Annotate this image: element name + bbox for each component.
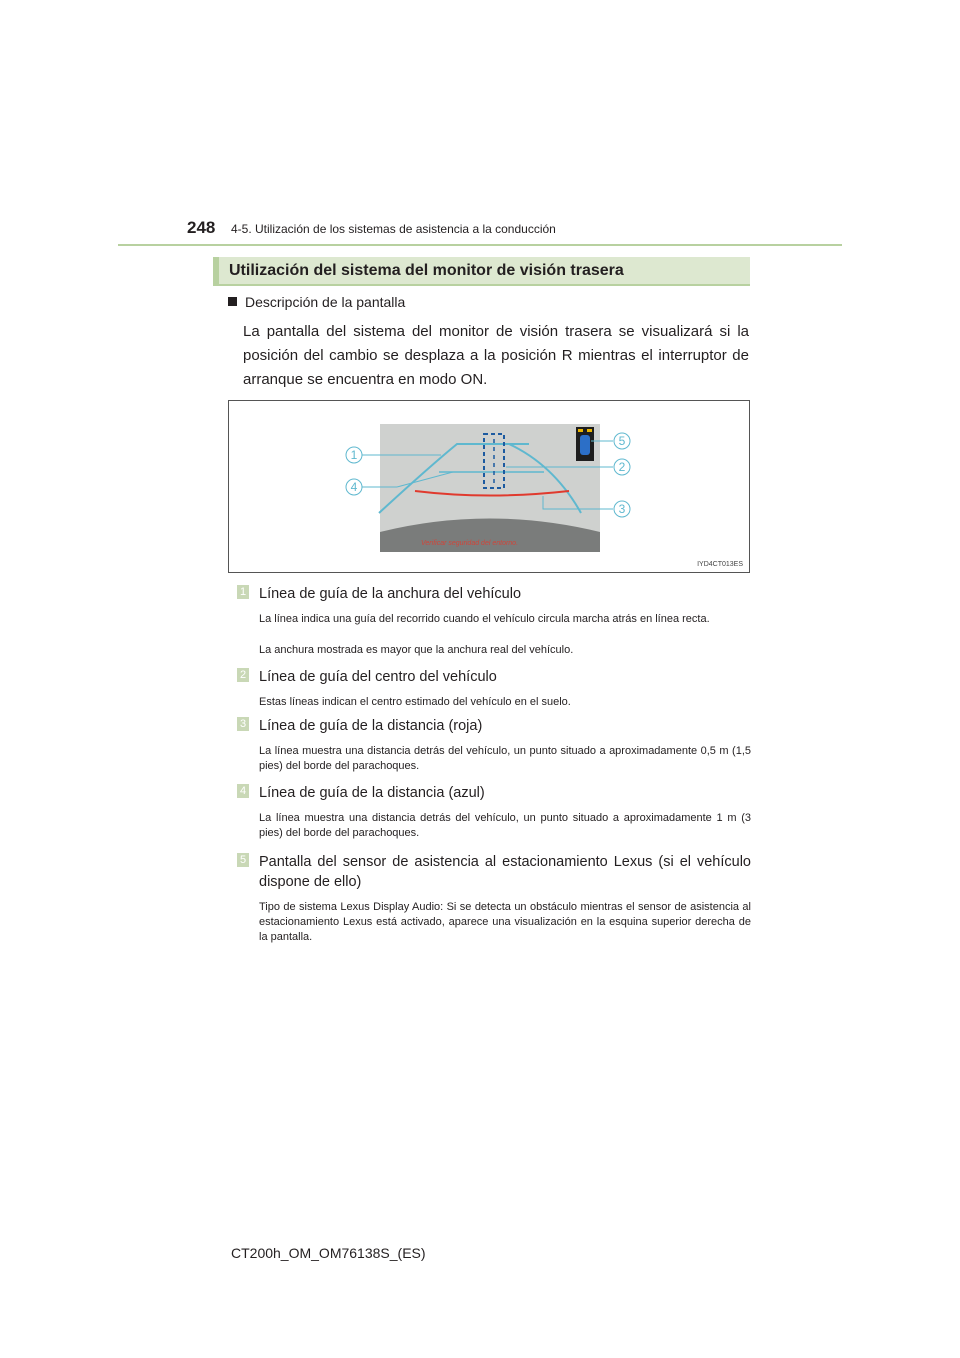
callout-label-1: 1 xyxy=(350,448,358,462)
chapter-header: 4-5. Utilización de los sistemas de asistencia a la conducción xyxy=(231,222,556,236)
car-icon xyxy=(580,435,590,455)
figure-code: IYD4CT013ES xyxy=(697,561,743,568)
item-description: Tipo de sistema Lexus Display Audio: Si se detecta un obstáculo mientras el sensor de asistencia al estacionamiento Lexus está activado, aparece una visualización en la esquina superior derecha de la pantalla. xyxy=(259,901,751,943)
section-title: Utilización del sistema del monitor de visión trasera xyxy=(229,262,624,279)
screen-caption: Verificar seguridad del entorno. xyxy=(421,540,519,547)
item-description: Estas líneas indican el centro estimado del vehículo en el suelo. xyxy=(259,696,571,708)
number-badge: 3 xyxy=(237,717,249,731)
intro-paragraph: La pantalla del sistema del monitor de visión trasera se visualizará si la posición del cambio se desplaza a la posición R mientras el interruptor de arranque se encuentra en modo ON. xyxy=(243,323,749,388)
sensor-indicator-right xyxy=(587,429,592,432)
square-bullet-icon xyxy=(228,297,237,306)
item-description: La línea muestra una distancia detrás del vehículo, un punto situado a aproximadamente 1 m (3 pies) del borde del parachoques. xyxy=(259,812,751,839)
item-title: Línea de guía de la anchura del vehículo xyxy=(259,586,522,602)
callout-label-3: 3 xyxy=(618,502,626,516)
item-title: Pantalla del sensor de asistencia al estacionamiento Lexus (si el vehículo dispone de ello) xyxy=(259,854,751,890)
item-description: La línea indica una guía del recorrido cuando el vehículo circula marcha atrás en línea recta. xyxy=(259,613,710,625)
sensor-indicator-left xyxy=(578,429,583,432)
number-badge: 2 xyxy=(237,668,249,682)
subsection-heading xyxy=(228,294,405,310)
callout-label-4: 4 xyxy=(350,480,358,494)
number-badge: 1 xyxy=(237,585,249,599)
rear-view-diagram xyxy=(229,401,749,572)
number-badge: 5 xyxy=(237,853,249,867)
callout-label-5: 5 xyxy=(618,434,626,448)
rear-view-monitor-figure xyxy=(228,400,750,573)
item-title: Línea de guía del centro del vehículo xyxy=(259,669,497,685)
item-description-2: La anchura mostrada es mayor que la anchura real del vehículo. xyxy=(259,644,574,656)
subsection-title: Descripción de la pantalla xyxy=(245,294,406,310)
number-badge: 4 xyxy=(237,784,249,798)
section-heading-bar xyxy=(213,257,750,286)
item-title: Línea de guía de la distancia (roja) xyxy=(259,718,483,734)
callout-label-2: 2 xyxy=(618,460,626,474)
item-title: Línea de guía de la distancia (azul) xyxy=(259,785,485,801)
page-number: 248 xyxy=(187,218,216,237)
item-description: La línea muestra una distancia detrás del vehículo, un punto situado a aproximadamente 0,5 m (1,5 pies) del borde del parachoques. xyxy=(259,745,751,772)
document-footer: CT200h_OM_OM76138S_(ES) xyxy=(231,1245,426,1261)
header-divider xyxy=(118,244,842,246)
